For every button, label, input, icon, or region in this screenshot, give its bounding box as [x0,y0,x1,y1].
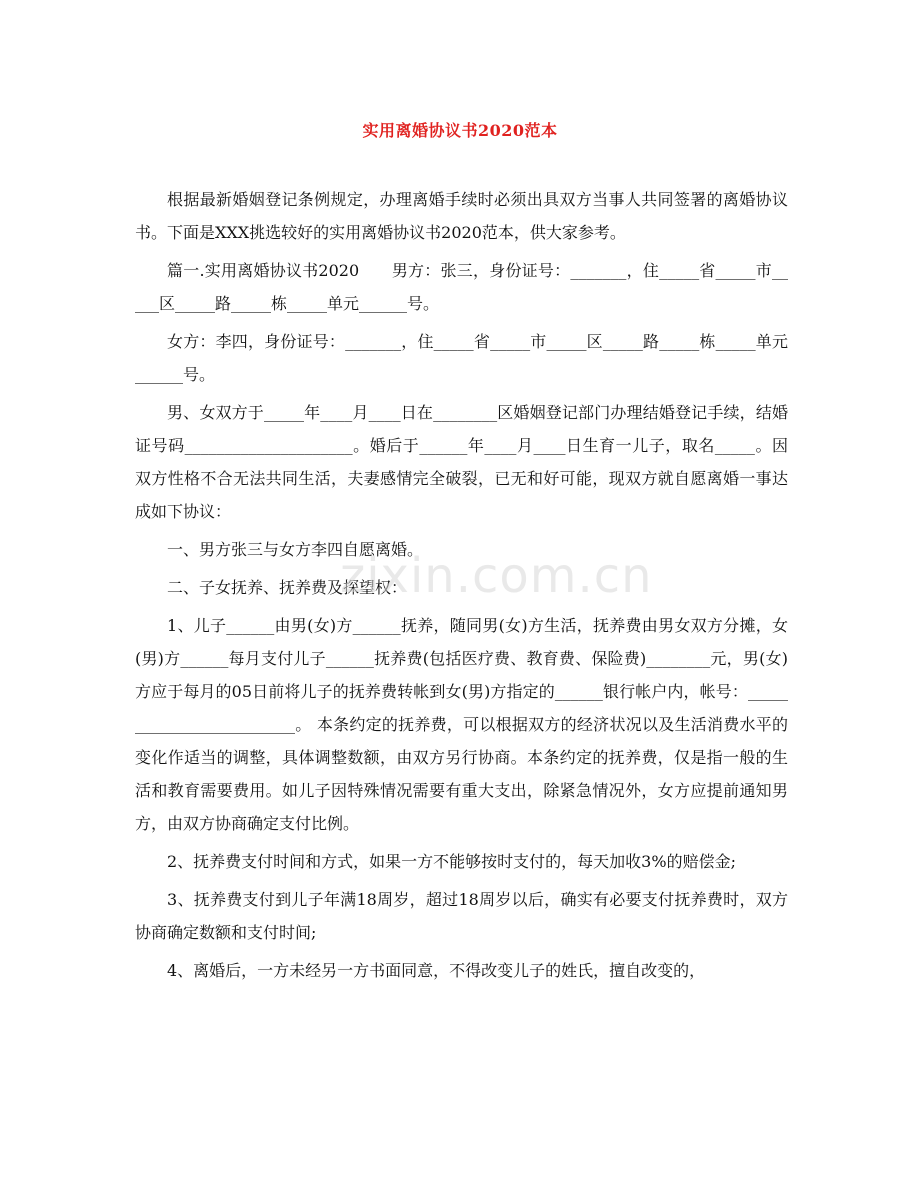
paragraph-wife-info: 女方：李四，身份证号：_______，住_____省_____市_____区_____路_____栋_____单元______号。 [135,332,788,384]
document-title: 实用离婚协议书2020范本 [362,121,558,140]
paragraph-husband-info: 篇一.实用离婚协议书2020 男方：张三，身份证号：_______，住_____省_____市_____区_____路_____栋_____单元______号。 [135,261,788,313]
paragraph-item-4: 4、离婚后，一方未经另一方书面同意，不得改变儿子的姓氏，擅自改变的， [167,961,706,980]
paragraph-item-3: 3、抚养费支付到儿子年满18周岁，超过18周岁以后，确实有必要支付抚养费时，双方协商确定数额和支付时间; [135,890,788,942]
paragraph-marriage-info: 男、女双方于_____年____月____日在________区婚姻登记部门办理结婚登记手续，结婚证号码_____________________。婚后于______年____月____日生育一儿子，取名_____。因双方性格不合无法共同生活，夫妻感情完全破裂，已无和好可能，现双方就自愿离婚一事达成如下协议： [135,403,788,521]
document-body [135,183,788,992]
watermark: zixin.com.cn [340,548,653,604]
paragraph-intro: 根据最新婚姻登记条例规定，办理离婚手续时必须出具双方当事人共同签署的离婚协议书。下面是XXX挑选较好的实用离婚协议书2020范本，供大家参考。 [135,190,788,242]
paragraph-clause-1: 一、男方张三与女方李四自愿离婚。 [167,540,424,559]
paragraph-item-2: 2、抚养费支付时间和方式，如果一方不能够按时支付的，每天加收3%的赔偿金; [167,852,736,871]
paragraph-clause-2: 二、子女抚养、抚养费及探望权： [167,578,408,597]
paragraph-item-1: 1、儿子______由男(女)方______抚养，随同男(女)方生活，抚养费由男女双方分摊，女(男)方______每月支付儿子______抚养费(包括医疗费、教育费、保险费)________元，男(女)方应于每月的05日前将儿子的抚养费转帐到女(男)方指定的______银行帐户内，帐号：_________________________。 本条约定的抚养费，可以根据双方的经济状况以及生活消费水平的变化作适当的调整，具体调整数额，由双方另行协商。本条约定的抚养费，仅是指一般的生活和教育需要费用。如儿子因特殊情况需要有重大支出，除紧急情况外，女方应提前通知男方，由双方协商确定支付比例。 [135,616,788,833]
